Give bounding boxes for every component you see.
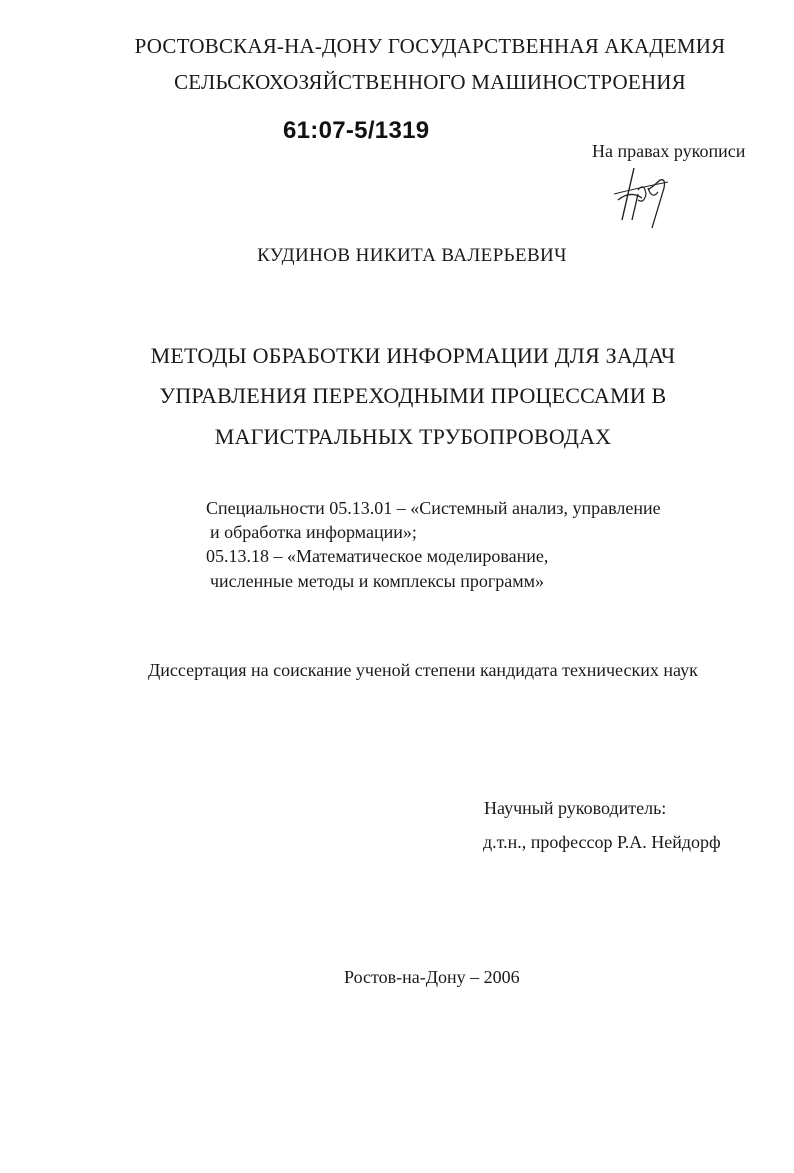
handwritten-signature — [608, 160, 678, 230]
city-and-year: Ростов-на-Дону – 2006 — [344, 967, 520, 987]
advisor-name: д.т.н., профессор Р.А. Нейдорф — [483, 832, 721, 852]
thesis-title-line-3: МАГИСТРАЛЬНЫХ ТРУБОПРОВОДАХ — [214, 424, 612, 449]
institution-line-2: СЕЛЬСКОХОЗЯЙСТВЕННОГО МАШИНОСТРОЕНИЯ — [174, 70, 686, 94]
institution-line-1: РОСТОВСКАЯ-НА-ДОНУ ГОСУДАРСТВЕННАЯ АКАДЕМИЯ — [134, 34, 726, 58]
thesis-title-line-1: МЕТОДЫ ОБРАБОТКИ ИНФОРМАЦИИ ДЛЯ ЗАДАЧ — [150, 343, 676, 368]
degree-statement: Диссертация на соискание ученой степени кандидата технических наук — [148, 660, 698, 680]
specialty-line-3: 05.13.18 – «Математическое моделирование, — [206, 546, 549, 566]
thesis-title-line-2: УПРАВЛЕНИЯ ПЕРЕХОДНЫМИ ПРОЦЕССАМИ В — [159, 383, 667, 408]
specialty-line-2: и обработка информации»; — [210, 522, 417, 542]
author-name: КУДИНОВ НИКИТА ВАЛЕРЬЕВИЧ — [257, 245, 567, 266]
specialty-line-4: численные методы и комплексы программ» — [210, 571, 545, 591]
manuscript-rights-note: На правах рукописи — [592, 141, 746, 161]
specialty-line-1: Специальности 05.13.01 – «Системный анализ, управление — [206, 498, 661, 518]
advisor-label: Научный руководитель: — [484, 798, 667, 818]
library-stamp-number: 61:07-5/1319 — [283, 117, 430, 144]
